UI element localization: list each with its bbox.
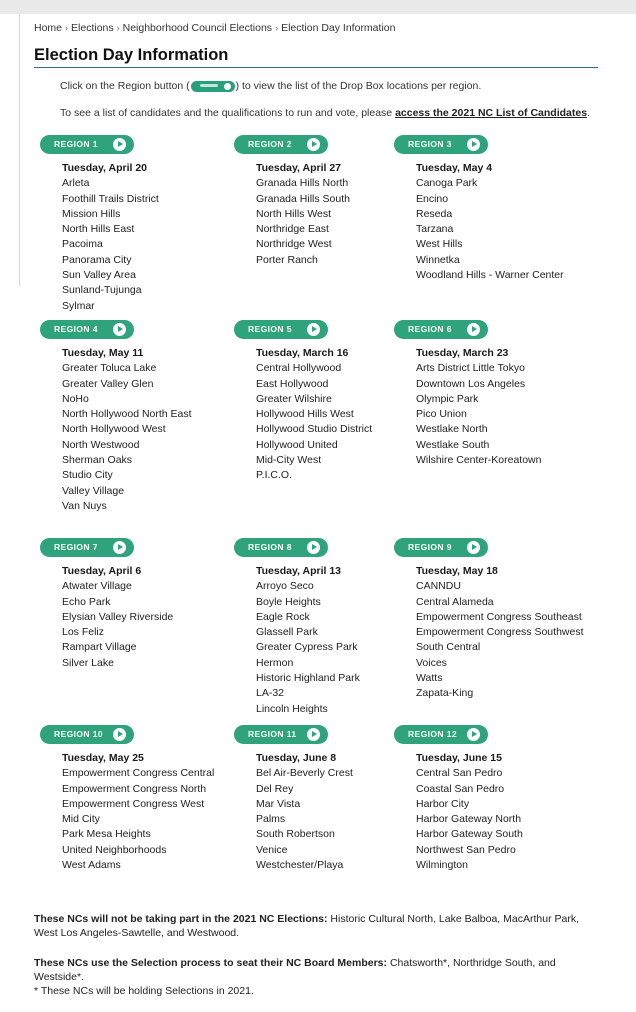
region-button-label: REGION 4	[54, 324, 98, 334]
region-date: Tuesday, April 13	[256, 565, 341, 577]
region-date: Tuesday, May 18	[416, 565, 498, 577]
council-item: Zapata-King	[416, 687, 474, 700]
council-item: Pacoima	[62, 238, 103, 251]
council-item: Lincoln Heights	[256, 702, 328, 715]
council-item: Panorama City	[62, 253, 132, 266]
region-9	[394, 538, 594, 702]
region-1	[40, 135, 240, 314]
region-council-list	[416, 766, 594, 873]
council-item: Arroyo Seco	[256, 580, 314, 593]
note-not-participating	[34, 912, 604, 940]
region-button-label: REGION 10	[54, 729, 103, 739]
note-selection-process	[34, 956, 604, 998]
breadcrumb-elections[interactable]: Elections	[71, 22, 114, 34]
intro-candidates	[60, 107, 590, 119]
council-item: North Hills West	[256, 207, 332, 220]
council-item: Foothill Trails District	[62, 192, 159, 205]
council-item: Westchester/Playa	[256, 859, 344, 872]
region-6	[394, 320, 594, 468]
council-item: Central Hollywood	[256, 362, 342, 375]
region-8-button[interactable]	[234, 538, 328, 557]
region-date: Tuesday, March 23	[416, 347, 509, 359]
council-item: Greater Valley Glen	[62, 377, 154, 390]
left-divider	[19, 14, 20, 286]
region-12-button[interactable]	[394, 725, 488, 744]
council-item: Pico Union	[416, 408, 467, 421]
council-item: Rampart Village	[62, 641, 137, 654]
note-not-participating-label: These NCs will not be taking part in the 2021 NC Elections:	[34, 912, 328, 925]
council-item: Mission Hills	[62, 207, 121, 220]
play-icon	[307, 138, 320, 151]
council-item: North Hills East	[62, 223, 135, 236]
note-not-participating-text: Historic Cultural North, Lake Balboa, MacArthur Park, West Los Angeles-Sawtelle, and Westwood.	[34, 912, 579, 939]
region-body	[416, 346, 594, 468]
council-item: Northwest San Pedro	[416, 843, 516, 856]
council-item: West Adams	[62, 859, 121, 872]
play-icon	[467, 541, 480, 554]
breadcrumb-separator: ›	[275, 23, 279, 33]
region-body	[416, 564, 594, 702]
region-body	[416, 751, 594, 873]
region-5-button[interactable]	[234, 320, 328, 339]
council-item: Arleta	[62, 177, 90, 190]
council-item: Elysian Valley Riverside	[62, 610, 174, 623]
council-item: Downtown Los Angeles	[416, 377, 526, 390]
council-item: Coastal San Pedro	[416, 782, 505, 795]
region-button-label: REGION 12	[408, 729, 457, 739]
breadcrumb-current: Election Day Information	[281, 22, 396, 34]
council-item: Empowerment Congress Central	[62, 767, 215, 780]
council-item: Greater Wilshire	[256, 392, 332, 405]
council-item: Greater Cypress Park	[256, 641, 358, 654]
council-item: Wilmington	[416, 859, 468, 872]
council-item: Harbor Gateway North	[416, 813, 522, 826]
council-item: Del Rey	[256, 782, 294, 795]
region-council-list	[62, 176, 240, 314]
council-item: Historic Highland Park	[256, 672, 360, 685]
note-selection-footnote: * These NCs will be holding Selections in 2021.	[34, 984, 254, 997]
council-item: Voices	[416, 656, 447, 669]
intro-text-before: Click on the Region button (	[60, 80, 190, 92]
council-item: Sun Valley Area	[62, 269, 136, 282]
council-item: NoHo	[62, 392, 89, 405]
note-selection-text: Chatsworth*, Northridge South, and Westside*.	[34, 956, 556, 983]
council-item: Echo Park	[62, 595, 111, 608]
council-item: East Hollywood	[256, 377, 329, 390]
council-item: Eagle Rock	[256, 610, 310, 623]
region-date: Tuesday, April 20	[62, 162, 147, 174]
region-4-button[interactable]	[40, 320, 134, 339]
region-button-label: REGION 6	[408, 324, 452, 334]
council-item: Wilshire Center-Koreatown	[416, 454, 542, 467]
council-item: P.I.C.O.	[256, 469, 292, 482]
council-item: Reseda	[416, 207, 453, 220]
council-item: Hollywood Hills West	[256, 408, 354, 421]
council-item: Canoga Park	[416, 177, 478, 190]
region-date: Tuesday, May 11	[62, 347, 144, 359]
council-item: North Westwood	[62, 438, 140, 451]
council-item: Valley Village	[62, 484, 125, 497]
council-item: Greater Toluca Lake	[62, 362, 157, 375]
council-item: Atwater Village	[62, 580, 132, 593]
region-9-button[interactable]	[394, 538, 488, 557]
play-icon	[113, 138, 126, 151]
region-12	[394, 725, 594, 873]
intro2-text-before: To see a list of candidates and the qualifications to run and vote, please	[60, 107, 396, 119]
council-item: United Neighborhoods	[62, 843, 167, 856]
council-item: Boyle Heights	[256, 595, 321, 608]
council-item: Hollywood Studio District	[256, 423, 373, 436]
breadcrumb-home[interactable]: Home	[34, 22, 63, 34]
intro-text-after: ) to view the list of the Drop Box locations per region.	[235, 80, 482, 92]
region-council-list	[62, 766, 240, 873]
breadcrumb	[34, 22, 395, 34]
region-6-button[interactable]	[394, 320, 488, 339]
council-item: South Robertson	[256, 828, 335, 841]
council-item: Park Mesa Heights	[62, 828, 151, 841]
candidates-list-link[interactable]: access the 2021 NC List of Candidates	[395, 107, 588, 119]
title-rule	[34, 67, 598, 68]
council-item: Sunland-Tujunga	[62, 284, 142, 297]
mini-button-dot	[224, 83, 231, 90]
council-item: Glassell Park	[256, 626, 318, 639]
region-3-button[interactable]	[394, 135, 488, 154]
council-item: Silver Lake	[62, 656, 114, 669]
intro-region-instructions	[60, 80, 481, 92]
play-icon	[113, 728, 126, 741]
region-council-list	[416, 579, 594, 701]
page-title: Election Day Information	[34, 46, 229, 64]
region-10-button[interactable]	[40, 725, 134, 744]
intro2-text-after: .	[587, 107, 590, 119]
council-item: Venice	[256, 843, 288, 856]
council-item: Tarzana	[416, 223, 454, 236]
play-icon	[307, 728, 320, 741]
mini-button-text	[200, 84, 218, 87]
council-item: Sherman Oaks	[62, 454, 133, 467]
breadcrumb-separator: ›	[65, 23, 69, 33]
council-item: Watts	[416, 672, 443, 685]
region-2-button[interactable]	[234, 135, 328, 154]
council-item: Empowerment Congress Southeast	[416, 610, 582, 623]
region-10	[40, 725, 240, 873]
council-item: Granada Hills North	[256, 177, 349, 190]
region-date: Tuesday, March 16	[256, 347, 349, 359]
region-button-label: REGION 9	[408, 542, 452, 552]
region-date: Tuesday, May 4	[416, 162, 493, 174]
council-item: Northridge West	[256, 238, 332, 251]
region-7-button[interactable]	[40, 538, 134, 557]
region-button-label: REGION 11	[248, 729, 297, 739]
council-item: Olympic Park	[416, 392, 479, 405]
region-date: Tuesday, April 27	[256, 162, 341, 174]
council-item: Van Nuys	[62, 499, 107, 512]
council-item: Westlake South	[416, 438, 490, 451]
region-date: Tuesday, June 8	[256, 752, 337, 764]
council-item: Studio City	[62, 469, 113, 482]
region-body	[62, 161, 240, 314]
region-11-button[interactable]	[234, 725, 328, 744]
region-body	[62, 751, 240, 873]
region-body	[416, 161, 594, 283]
region-7	[40, 538, 240, 671]
play-icon	[113, 323, 126, 336]
council-item: LA-32	[256, 687, 285, 700]
council-item: Mid-City West	[256, 454, 322, 467]
council-item: Northridge East	[256, 223, 329, 236]
region-council-list	[62, 579, 240, 671]
council-item: Harbor Gateway South	[416, 828, 523, 841]
region-council-list	[416, 176, 594, 283]
play-icon	[307, 541, 320, 554]
council-item: North Hollywood North East	[62, 408, 192, 421]
council-item: Hollywood United	[256, 438, 338, 451]
play-icon	[467, 728, 480, 741]
council-item: Winnetka	[416, 253, 460, 266]
council-item: West Hills	[416, 238, 463, 251]
council-item: CANNDU	[416, 580, 461, 593]
council-item: Los Feliz	[62, 626, 105, 639]
top-bar	[0, 0, 636, 14]
region-council-list	[62, 361, 240, 514]
play-icon	[467, 138, 480, 151]
council-item: Porter Ranch	[256, 253, 318, 266]
breadcrumb-separator: ›	[116, 23, 120, 33]
region-council-list	[416, 361, 594, 468]
region-body	[62, 346, 240, 514]
council-item: Encino	[416, 192, 449, 205]
play-icon	[307, 323, 320, 336]
council-item: Empowerment Congress North	[62, 782, 207, 795]
region-1-button[interactable]	[40, 135, 134, 154]
council-item: Mid City	[62, 813, 100, 826]
council-item: Central Alameda	[416, 595, 494, 608]
breadcrumb-nc-elections[interactable]: Neighborhood Council Elections	[122, 22, 273, 34]
council-item: Empowerment Congress Southwest	[416, 626, 584, 639]
council-item: Westlake North	[416, 423, 488, 436]
council-item: Central San Pedro	[416, 767, 503, 780]
council-item: Woodland Hills - Warner Center	[416, 269, 564, 282]
council-item: Sylmar	[62, 299, 95, 312]
region-date: Tuesday, June 15	[416, 752, 502, 764]
region-3	[394, 135, 594, 283]
region-button-label: REGION 8	[248, 542, 292, 552]
council-item: North Hollywood West	[62, 423, 166, 436]
region-button-label: REGION 3	[408, 139, 452, 149]
council-item: Arts District Little Tokyo	[416, 362, 525, 375]
region-4	[40, 320, 240, 514]
council-item: Mar Vista	[256, 797, 301, 810]
region-date: Tuesday, April 6	[62, 565, 142, 577]
region-button-label: REGION 7	[54, 542, 98, 552]
region-button-label: REGION 1	[54, 139, 98, 149]
council-item: South Central	[416, 641, 481, 654]
region-body	[62, 564, 240, 671]
region-button-sample-icon	[191, 81, 235, 92]
council-item: Harbor City	[416, 797, 470, 810]
play-icon	[467, 323, 480, 336]
region-button-label: REGION 5	[248, 324, 292, 334]
region-button-label: REGION 2	[248, 139, 292, 149]
region-date: Tuesday, May 25	[62, 752, 144, 764]
council-item: Empowerment Congress West	[62, 797, 205, 810]
council-item: Hermon	[256, 656, 294, 669]
play-icon	[113, 541, 126, 554]
note-selection-label: These NCs use the Selection process to seat their NC Board Members:	[34, 956, 388, 969]
council-item: Granada Hills South	[256, 192, 350, 205]
council-item: Bel Air-Beverly Crest	[256, 767, 353, 780]
council-item: Palms	[256, 813, 286, 826]
